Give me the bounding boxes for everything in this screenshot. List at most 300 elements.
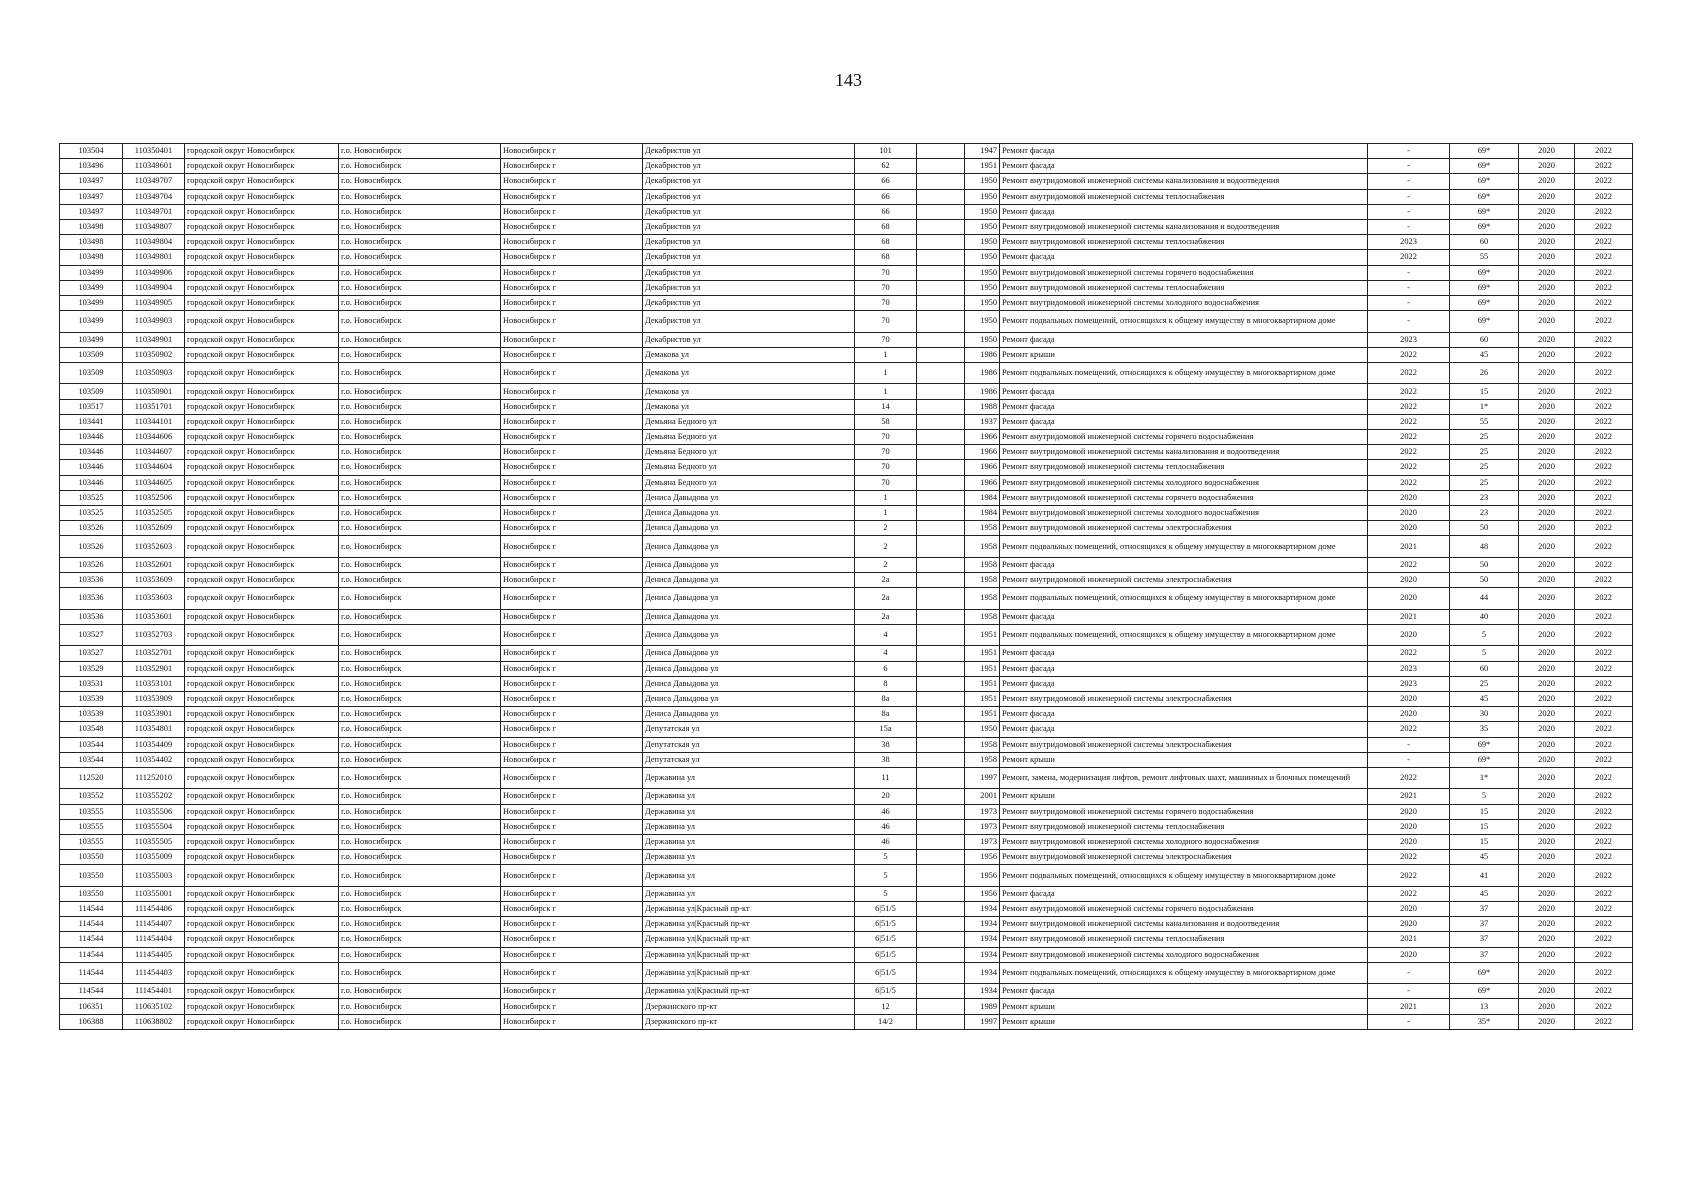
street-cell: Державина ул: [643, 886, 855, 901]
work-type-cell: Ремонт внутридомовой инженерной системы электроснабжения: [1000, 850, 1368, 865]
lifetime-cell: 69*: [1450, 737, 1519, 752]
blank-cell-cell: [917, 767, 965, 789]
work-code-cell: 110354402: [123, 752, 185, 767]
house-id-cell: 103552: [60, 789, 123, 804]
district-cell: городской округ Новосибирск: [185, 362, 339, 384]
table-row: [60, 804, 1633, 819]
build-year-cell: 1966: [965, 475, 1000, 490]
table-row: [60, 174, 1633, 189]
plan-year-cell: 2020: [1368, 819, 1450, 834]
period-start-cell: 2020: [1519, 588, 1575, 610]
municipality-cell: г.о. Новосибирск: [339, 475, 501, 490]
work-type-cell: Ремонт внутридомовой инженерной системы теплоснабжения: [1000, 280, 1368, 295]
work-code-cell: 110349906: [123, 265, 185, 280]
house-number-cell: 14/2: [855, 1014, 917, 1029]
settlement-cell: Новосибирск г: [501, 573, 643, 588]
district-cell: городской округ Новосибирск: [185, 204, 339, 219]
municipality-cell: г.о. Новосибирск: [339, 886, 501, 901]
lifetime-cell: 40: [1450, 609, 1519, 624]
lifetime-cell: 5: [1450, 624, 1519, 646]
district-cell: городской округ Новосибирск: [185, 624, 339, 646]
lifetime-cell: 25: [1450, 475, 1519, 490]
district-cell: городской округ Новосибирск: [185, 460, 339, 475]
period-start-cell: 2020: [1519, 460, 1575, 475]
settlement-cell: Новосибирск г: [501, 490, 643, 505]
work-code-cell: 110354801: [123, 722, 185, 737]
period-start-cell: 2020: [1519, 999, 1575, 1014]
lifetime-cell: 37: [1450, 947, 1519, 962]
settlement-cell: Новосибирск г: [501, 174, 643, 189]
municipality-cell: г.о. Новосибирск: [339, 804, 501, 819]
plan-year-cell: 2023: [1368, 235, 1450, 250]
work-type-cell: Ремонт внутридомовой инженерной системы горячего водоснабжения: [1000, 804, 1368, 819]
street-cell: Державина ул: [643, 789, 855, 804]
house-id-cell: 103527: [60, 646, 123, 661]
district-cell: городской округ Новосибирск: [185, 865, 339, 887]
period-end-cell: 2022: [1575, 646, 1633, 661]
settlement-cell: Новосибирск г: [501, 707, 643, 722]
work-code-cell: 110350903: [123, 362, 185, 384]
build-year-cell: 1997: [965, 1014, 1000, 1029]
house-number-cell: 2а: [855, 609, 917, 624]
build-year-cell: 1984: [965, 490, 1000, 505]
table-row: [60, 707, 1633, 722]
build-year-cell: 1984: [965, 505, 1000, 520]
work-type-cell: Ремонт внутридомовой инженерной системы канализования и водоотведения: [1000, 445, 1368, 460]
plan-year-cell: 2021: [1368, 999, 1450, 1014]
period-end-cell: 2022: [1575, 661, 1633, 676]
table-row: [60, 332, 1633, 347]
settlement-cell: Новосибирск г: [501, 536, 643, 558]
municipality-cell: г.о. Новосибирск: [339, 722, 501, 737]
municipality-cell: г.о. Новосибирск: [339, 767, 501, 789]
period-end-cell: 2022: [1575, 430, 1633, 445]
period-start-cell: 2020: [1519, 804, 1575, 819]
lifetime-cell: 35: [1450, 722, 1519, 737]
district-cell: городской округ Новосибирск: [185, 661, 339, 676]
settlement-cell: Новосибирск г: [501, 384, 643, 399]
district-cell: городской округ Новосибирск: [185, 737, 339, 752]
house-id-cell: 103550: [60, 886, 123, 901]
table-row: [60, 280, 1633, 295]
blank-cell-cell: [917, 737, 965, 752]
work-code-cell: 110349905: [123, 295, 185, 310]
street-cell: Демьяна Бедного ул: [643, 475, 855, 490]
lifetime-cell: 55: [1450, 414, 1519, 429]
house-id-cell: 103509: [60, 384, 123, 399]
blank-cell-cell: [917, 399, 965, 414]
table-row: [60, 505, 1633, 520]
period-end-cell: 2022: [1575, 384, 1633, 399]
house-number-cell: 70: [855, 295, 917, 310]
house-id-cell: 106388: [60, 1014, 123, 1029]
period-start-cell: 2020: [1519, 362, 1575, 384]
settlement-cell: Новосибирск г: [501, 295, 643, 310]
municipality-cell: г.о. Новосибирск: [339, 430, 501, 445]
street-cell: Декабристов ул: [643, 219, 855, 234]
house-id-cell: 114544: [60, 962, 123, 984]
street-cell: Декабристов ул: [643, 174, 855, 189]
settlement-cell: Новосибирск г: [501, 311, 643, 333]
settlement-cell: Новосибирск г: [501, 505, 643, 520]
plan-year-cell: -: [1368, 311, 1450, 333]
work-type-cell: Ремонт крыши: [1000, 1014, 1368, 1029]
plan-year-cell: 2022: [1368, 430, 1450, 445]
build-year-cell: 1958: [965, 609, 1000, 624]
blank-cell-cell: [917, 676, 965, 691]
work-code-cell: 110349804: [123, 235, 185, 250]
street-cell: Декабристов ул: [643, 144, 855, 159]
blank-cell-cell: [917, 557, 965, 572]
plan-year-cell: 2020: [1368, 521, 1450, 536]
house-number-cell: 46: [855, 834, 917, 849]
street-cell: Дениса Давыдова ул: [643, 505, 855, 520]
municipality-cell: г.о. Новосибирск: [339, 235, 501, 250]
blank-cell-cell: [917, 1014, 965, 1029]
settlement-cell: Новосибирск г: [501, 624, 643, 646]
period-start-cell: 2020: [1519, 902, 1575, 917]
build-year-cell: 1958: [965, 557, 1000, 572]
work-code-cell: 111454407: [123, 917, 185, 932]
lifetime-cell: 13: [1450, 999, 1519, 1014]
house-number-cell: 6|51/5: [855, 962, 917, 984]
municipality-cell: г.о. Новосибирск: [339, 159, 501, 174]
lifetime-cell: 69*: [1450, 311, 1519, 333]
plan-year-cell: -: [1368, 174, 1450, 189]
district-cell: городской округ Новосибирск: [185, 999, 339, 1014]
street-cell: Державина ул|Красный пр-кт: [643, 984, 855, 999]
period-start-cell: 2020: [1519, 557, 1575, 572]
street-cell: Дениса Давыдова ул: [643, 646, 855, 661]
district-cell: городской округ Новосибирск: [185, 722, 339, 737]
plan-year-cell: 2020: [1368, 588, 1450, 610]
blank-cell-cell: [917, 609, 965, 624]
build-year-cell: 1989: [965, 999, 1000, 1014]
work-type-cell: Ремонт внутридомовой инженерной системы горячего водоснабжения: [1000, 430, 1368, 445]
plan-year-cell: 2023: [1368, 676, 1450, 691]
period-end-cell: 2022: [1575, 932, 1633, 947]
house-number-cell: 1: [855, 505, 917, 520]
street-cell: Дениса Давыдова ул: [643, 588, 855, 610]
blank-cell-cell: [917, 280, 965, 295]
house-number-cell: 2а: [855, 588, 917, 610]
lifetime-cell: 69*: [1450, 189, 1519, 204]
house-number-cell: 68: [855, 235, 917, 250]
municipality-cell: г.о. Новосибирск: [339, 144, 501, 159]
plan-year-cell: -: [1368, 295, 1450, 310]
work-type-cell: Ремонт, замена, модернизация лифтов, ремонт лифтовых шахт, машинных и блочных помещений: [1000, 767, 1368, 789]
period-start-cell: 2020: [1519, 250, 1575, 265]
plan-year-cell: 2022: [1368, 362, 1450, 384]
work-code-cell: 110352609: [123, 521, 185, 536]
settlement-cell: Новосибирск г: [501, 789, 643, 804]
lifetime-cell: 25: [1450, 460, 1519, 475]
table-row: [60, 265, 1633, 280]
street-cell: Демакова ул: [643, 399, 855, 414]
house-number-cell: 2: [855, 557, 917, 572]
house-number-cell: 62: [855, 159, 917, 174]
blank-cell-cell: [917, 752, 965, 767]
plan-year-cell: 2022: [1368, 250, 1450, 265]
table-row: [60, 661, 1633, 676]
work-type-cell: Ремонт внутридомовой инженерной системы холодного водоснабжения: [1000, 475, 1368, 490]
municipality-cell: г.о. Новосибирск: [339, 445, 501, 460]
lifetime-cell: 69*: [1450, 984, 1519, 999]
house-id-cell: 103499: [60, 311, 123, 333]
period-start-cell: 2020: [1519, 691, 1575, 706]
lifetime-cell: 69*: [1450, 752, 1519, 767]
work-type-cell: Ремонт внутридомовой инженерной системы канализования и водоотведения: [1000, 917, 1368, 932]
blank-cell-cell: [917, 624, 965, 646]
plan-year-cell: -: [1368, 962, 1450, 984]
municipality-cell: г.о. Новосибирск: [339, 646, 501, 661]
street-cell: Декабристов ул: [643, 235, 855, 250]
municipality-cell: г.о. Новосибирск: [339, 250, 501, 265]
house-number-cell: 8а: [855, 707, 917, 722]
house-id-cell: 103550: [60, 865, 123, 887]
house-number-cell: 6|51/5: [855, 947, 917, 962]
house-id-cell: 103497: [60, 189, 123, 204]
period-start-cell: 2020: [1519, 932, 1575, 947]
street-cell: Декабристов ул: [643, 189, 855, 204]
house-id-cell: 114544: [60, 917, 123, 932]
street-cell: Демакова ул: [643, 384, 855, 399]
house-number-cell: 8а: [855, 691, 917, 706]
district-cell: городской округ Новосибирск: [185, 490, 339, 505]
lifetime-cell: 45: [1450, 850, 1519, 865]
work-code-cell: 110355009: [123, 850, 185, 865]
district-cell: городской округ Новосибирск: [185, 917, 339, 932]
blank-cell-cell: [917, 984, 965, 999]
house-id-cell: 103526: [60, 557, 123, 572]
period-end-cell: 2022: [1575, 850, 1633, 865]
period-end-cell: 2022: [1575, 159, 1633, 174]
work-type-cell: Ремонт внутридомовой инженерной системы канализования и водоотведения: [1000, 174, 1368, 189]
period-start-cell: 2020: [1519, 886, 1575, 901]
work-type-cell: Ремонт фасада: [1000, 722, 1368, 737]
work-code-cell: 110349901: [123, 332, 185, 347]
blank-cell-cell: [917, 384, 965, 399]
work-type-cell: Ремонт внутридомовой инженерной системы электроснабжения: [1000, 521, 1368, 536]
work-type-cell: Ремонт подвальных помещений, относящихся к общему имуществу в многоквартирном доме: [1000, 536, 1368, 558]
build-year-cell: 1951: [965, 159, 1000, 174]
settlement-cell: Новосибирск г: [501, 722, 643, 737]
municipality-cell: г.о. Новосибирск: [339, 219, 501, 234]
house-number-cell: 68: [855, 219, 917, 234]
settlement-cell: Новосибирск г: [501, 475, 643, 490]
lifetime-cell: 45: [1450, 691, 1519, 706]
table-row: [60, 737, 1633, 752]
table-row: [60, 588, 1633, 610]
period-end-cell: 2022: [1575, 414, 1633, 429]
table-row: [60, 676, 1633, 691]
municipality-cell: г.о. Новосибирск: [339, 362, 501, 384]
period-start-cell: 2020: [1519, 265, 1575, 280]
table-row: [60, 722, 1633, 737]
blank-cell-cell: [917, 460, 965, 475]
house-number-cell: 66: [855, 204, 917, 219]
period-end-cell: 2022: [1575, 947, 1633, 962]
work-code-cell: 110344606: [123, 430, 185, 445]
table-row: [60, 460, 1633, 475]
work-type-cell: Ремонт внутридомовой инженерной системы электроснабжения: [1000, 737, 1368, 752]
house-number-cell: 70: [855, 475, 917, 490]
blank-cell-cell: [917, 947, 965, 962]
house-number-cell: 8: [855, 676, 917, 691]
work-code-cell: 110349904: [123, 280, 185, 295]
blank-cell-cell: [917, 235, 965, 250]
period-start-cell: 2020: [1519, 819, 1575, 834]
street-cell: Депутатская ул: [643, 722, 855, 737]
plan-year-cell: -: [1368, 189, 1450, 204]
work-code-cell: 110354409: [123, 737, 185, 752]
municipality-cell: г.о. Новосибирск: [339, 834, 501, 849]
house-id-cell: 103539: [60, 707, 123, 722]
street-cell: Демьяна Бедного ул: [643, 430, 855, 445]
lifetime-cell: 50: [1450, 521, 1519, 536]
district-cell: городской округ Новосибирск: [185, 445, 339, 460]
work-type-cell: Ремонт подвальных помещений, относящихся к общему имуществу в многоквартирном доме: [1000, 865, 1368, 887]
lifetime-cell: 37: [1450, 902, 1519, 917]
table-row: [60, 475, 1633, 490]
street-cell: Демьяна Бедного ул: [643, 414, 855, 429]
period-end-cell: 2022: [1575, 250, 1633, 265]
period-end-cell: 2022: [1575, 445, 1633, 460]
street-cell: Декабристов ул: [643, 265, 855, 280]
municipality-cell: г.о. Новосибирск: [339, 865, 501, 887]
blank-cell-cell: [917, 332, 965, 347]
period-end-cell: 2022: [1575, 475, 1633, 490]
period-end-cell: 2022: [1575, 588, 1633, 610]
settlement-cell: Новосибирск г: [501, 767, 643, 789]
blank-cell-cell: [917, 490, 965, 505]
blank-cell-cell: [917, 144, 965, 159]
work-code-cell: 110353603: [123, 588, 185, 610]
municipality-cell: г.о. Новосибирск: [339, 850, 501, 865]
house-id-cell: 103498: [60, 250, 123, 265]
work-type-cell: Ремонт фасада: [1000, 707, 1368, 722]
settlement-cell: Новосибирск г: [501, 521, 643, 536]
work-code-cell: 110349807: [123, 219, 185, 234]
house-id-cell: 103509: [60, 347, 123, 362]
build-year-cell: 1950: [965, 219, 1000, 234]
settlement-cell: Новосибирск г: [501, 865, 643, 887]
table-row: [60, 414, 1633, 429]
work-type-cell: Ремонт фасада: [1000, 661, 1368, 676]
table-row: [60, 384, 1633, 399]
period-start-cell: 2020: [1519, 280, 1575, 295]
build-year-cell: 1934: [965, 917, 1000, 932]
build-year-cell: 1966: [965, 445, 1000, 460]
municipality-cell: г.о. Новосибирск: [339, 490, 501, 505]
table-row: [60, 902, 1633, 917]
house-number-cell: 6|51/5: [855, 984, 917, 999]
period-start-cell: 2020: [1519, 917, 1575, 932]
period-end-cell: 2022: [1575, 557, 1633, 572]
municipality-cell: г.о. Новосибирск: [339, 189, 501, 204]
house-number-cell: 6: [855, 661, 917, 676]
house-number-cell: 70: [855, 445, 917, 460]
lifetime-cell: 15: [1450, 384, 1519, 399]
build-year-cell: 1950: [965, 189, 1000, 204]
work-type-cell: Ремонт фасада: [1000, 609, 1368, 624]
house-number-cell: 70: [855, 265, 917, 280]
lifetime-cell: 15: [1450, 819, 1519, 834]
municipality-cell: г.о. Новосибирск: [339, 661, 501, 676]
house-number-cell: 4: [855, 646, 917, 661]
work-code-cell: 110353101: [123, 676, 185, 691]
street-cell: Дзержинского пр-кт: [643, 999, 855, 1014]
street-cell: Дениса Давыдова ул: [643, 624, 855, 646]
settlement-cell: Новосибирск г: [501, 280, 643, 295]
street-cell: Державина ул|Красный пр-кт: [643, 932, 855, 947]
work-code-cell: 110349801: [123, 250, 185, 265]
work-type-cell: Ремонт внутридомовой инженерной системы холодного водоснабжения: [1000, 834, 1368, 849]
period-end-cell: 2022: [1575, 521, 1633, 536]
plan-year-cell: 2022: [1368, 850, 1450, 865]
period-start-cell: 2020: [1519, 332, 1575, 347]
district-cell: городской округ Новосибирск: [185, 332, 339, 347]
blank-cell-cell: [917, 722, 965, 737]
street-cell: Державина ул: [643, 767, 855, 789]
build-year-cell: 1958: [965, 536, 1000, 558]
settlement-cell: Новосибирск г: [501, 265, 643, 280]
lifetime-cell: 69*: [1450, 962, 1519, 984]
period-end-cell: 2022: [1575, 676, 1633, 691]
blank-cell-cell: [917, 347, 965, 362]
plan-year-cell: 2022: [1368, 886, 1450, 901]
lifetime-cell: 44: [1450, 588, 1519, 610]
period-end-cell: 2022: [1575, 573, 1633, 588]
table-row: [60, 235, 1633, 250]
house-number-cell: 5: [855, 850, 917, 865]
period-start-cell: 2020: [1519, 609, 1575, 624]
period-start-cell: 2020: [1519, 490, 1575, 505]
work-code-cell: 110352901: [123, 661, 185, 676]
municipality-cell: г.о. Новосибирск: [339, 737, 501, 752]
blank-cell-cell: [917, 521, 965, 536]
period-start-cell: 2020: [1519, 707, 1575, 722]
plan-year-cell: -: [1368, 1014, 1450, 1029]
plan-year-cell: 2020: [1368, 917, 1450, 932]
house-number-cell: 38: [855, 737, 917, 752]
work-type-cell: Ремонт фасада: [1000, 676, 1368, 691]
blank-cell-cell: [917, 999, 965, 1014]
house-number-cell: 4: [855, 624, 917, 646]
period-start-cell: 2020: [1519, 430, 1575, 445]
house-id-cell: 103446: [60, 475, 123, 490]
table-row: [60, 159, 1633, 174]
plan-year-cell: 2021: [1368, 932, 1450, 947]
municipality-cell: г.о. Новосибирск: [339, 204, 501, 219]
house-id-cell: 114544: [60, 932, 123, 947]
work-code-cell: 110352603: [123, 536, 185, 558]
municipality-cell: г.о. Новосибирск: [339, 573, 501, 588]
build-year-cell: 1937: [965, 414, 1000, 429]
table-row: [60, 536, 1633, 558]
district-cell: городской округ Новосибирск: [185, 947, 339, 962]
period-start-cell: 2020: [1519, 1014, 1575, 1029]
house-number-cell: 101: [855, 144, 917, 159]
table-row: [60, 573, 1633, 588]
street-cell: Декабристов ул: [643, 159, 855, 174]
municipality-cell: г.о. Новосибирск: [339, 295, 501, 310]
street-cell: Декабристов ул: [643, 280, 855, 295]
build-year-cell: 1950: [965, 332, 1000, 347]
period-end-cell: 2022: [1575, 204, 1633, 219]
settlement-cell: Новосибирск г: [501, 917, 643, 932]
district-cell: городской округ Новосибирск: [185, 280, 339, 295]
